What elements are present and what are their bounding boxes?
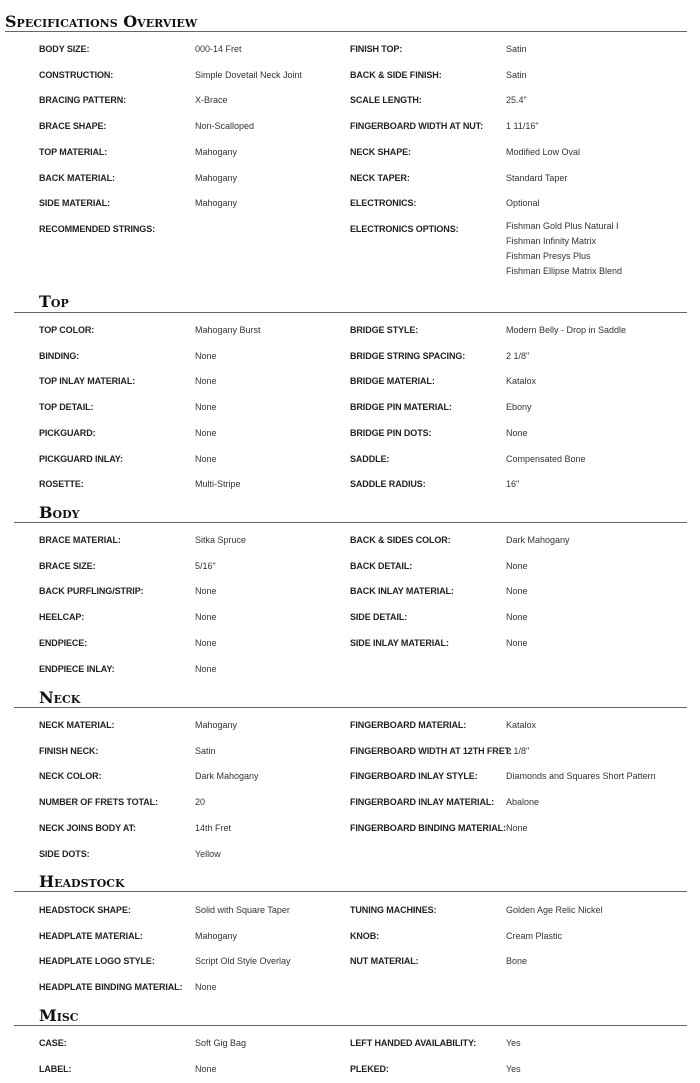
spec-value: None — [195, 612, 217, 623]
spec-label: BACK DETAIL: — [350, 560, 413, 571]
spec-value: Yes — [506, 1063, 521, 1074]
spec-label: BODY SIZE: — [39, 44, 90, 54]
spec-label: HEELCAP: — [39, 612, 85, 623]
spec-label: NUMBER OF FRETS TOTAL: — [39, 797, 158, 808]
spec-row — [0, 745, 700, 765]
spec-label: BRIDGE PIN DOTS: — [350, 427, 432, 438]
spec-value: Modified Low Oval — [506, 146, 581, 157]
spec-value: Satin — [195, 745, 216, 756]
spec-row — [0, 663, 700, 683]
spec-row — [0, 1063, 700, 1083]
spec-row — [0, 719, 700, 739]
spec-value: Mahogany Burst — [195, 325, 261, 335]
spec-value: 14th Fret — [195, 822, 232, 833]
spec-label: BACK MATERIAL: — [39, 172, 115, 183]
spec-value: None — [195, 637, 217, 648]
spec-value: Yellow — [195, 848, 221, 859]
spec-label: NUT MATERIAL: — [350, 956, 419, 967]
spec-label: BRACE SIZE: — [39, 560, 96, 571]
spec-label: FINGERBOARD WIDTH AT NUT: — [350, 121, 483, 132]
spec-label: ELECTRONICS OPTIONS: — [350, 223, 459, 234]
spec-value: None — [506, 612, 528, 623]
spec-label: SADDLE: — [350, 453, 390, 464]
spec-value-option: Fishman Presys Plus — [506, 251, 591, 262]
spec-row — [0, 172, 700, 192]
spec-row — [0, 637, 700, 657]
spec-value: Sitka Spruce — [195, 535, 247, 545]
spec-value: 16" — [506, 479, 520, 490]
spec-row — [0, 220, 700, 277]
spec-value: Standard Taper — [506, 172, 568, 183]
spec-label: FINISH TOP: — [350, 44, 403, 54]
spec-value: X-Brace — [195, 95, 228, 106]
spec-row — [0, 197, 700, 217]
spec-row — [0, 955, 700, 975]
spec-row — [0, 611, 700, 631]
spec-label: BINDING: — [39, 350, 80, 361]
spec-label: SCALE LENGTH: — [350, 95, 422, 106]
spec-value: None — [195, 1063, 217, 1074]
spec-row — [0, 534, 700, 554]
spec-label: BACK & SIDES COLOR: — [350, 535, 451, 545]
spec-label: NECK TAPER: — [350, 172, 410, 183]
spec-value: 2 1/8" — [506, 350, 530, 361]
spec-row — [0, 904, 700, 924]
spec-value: Satin — [506, 44, 527, 54]
spec-value: Katalox — [506, 720, 537, 730]
section-divider — [5, 31, 687, 32]
section-divider — [14, 312, 687, 313]
spec-value: Mahogany — [195, 930, 238, 941]
spec-label: CONSTRUCTION: — [39, 69, 114, 80]
spec-value: Ebony — [506, 402, 532, 413]
spec-label: PLEKED: — [350, 1063, 389, 1074]
spec-row — [0, 43, 700, 63]
spec-value: 2 1/8" — [506, 745, 530, 756]
spec-row — [0, 848, 700, 868]
spec-value: 000-14 Fret — [195, 44, 242, 54]
spec-label: BRACING PATTERN: — [39, 95, 127, 106]
spec-value: 1 11/16" — [506, 121, 539, 132]
spec-label: FINGERBOARD MATERIAL: — [350, 720, 467, 730]
spec-label: HEADPLATE MATERIAL: — [39, 930, 143, 941]
spec-label: BACK & SIDE FINISH: — [350, 69, 442, 80]
spec-value: Dark Mahogany — [506, 535, 570, 545]
spec-label: FINGERBOARD BINDING MATERIAL: — [350, 822, 506, 833]
spec-value: Satin — [506, 69, 527, 80]
spec-label: TOP COLOR: — [39, 325, 95, 335]
spec-row — [0, 930, 700, 950]
section-divider — [14, 522, 687, 523]
spec-label: LABEL: — [39, 1063, 72, 1074]
spec-label: TOP MATERIAL: — [39, 146, 108, 157]
spec-value: Optional — [506, 198, 540, 209]
spec-label: BRIDGE MATERIAL: — [350, 376, 435, 387]
section-divider — [14, 891, 687, 892]
spec-value-option: Fishman Ellipse Matrix Blend — [506, 266, 623, 277]
spec-label: FINGERBOARD WIDTH AT 12TH FRET: — [350, 745, 512, 756]
spec-value: Yes — [506, 1038, 521, 1048]
spec-value: Script Old Style Overlay — [195, 956, 291, 967]
section-title-neck: Neck — [39, 688, 81, 707]
spec-value: Golden Age Relic Nickel — [506, 905, 603, 915]
spec-label: TOP INLAY MATERIAL: — [39, 376, 136, 387]
spec-label: RECOMMENDED STRINGS: — [39, 223, 156, 234]
section-title-specifications-overview: Specifications Overview — [5, 12, 198, 31]
spec-value: None — [506, 586, 528, 597]
spec-value: Bone — [506, 956, 528, 967]
spec-row — [0, 401, 700, 421]
spec-label: NECK MATERIAL: — [39, 720, 115, 730]
spec-value: Cream Plastic — [506, 930, 563, 941]
spec-row — [0, 770, 700, 790]
spec-label: FINGERBOARD INLAY MATERIAL: — [350, 797, 495, 808]
spec-label: HEADSTOCK SHAPE: — [39, 905, 131, 915]
spec-value: 5/16" — [195, 560, 216, 571]
spec-label: ROSETTE: — [39, 479, 84, 490]
spec-value: None — [195, 453, 217, 464]
spec-label: ENDPIECE INLAY: — [39, 663, 115, 674]
spec-label: LEFT HANDED AVAILABILITY: — [350, 1038, 477, 1048]
spec-value: None — [195, 427, 217, 438]
spec-row — [0, 796, 700, 816]
spec-label: SIDE DETAIL: — [350, 612, 408, 623]
spec-value: Mahogany — [195, 172, 238, 183]
spec-label: BRACE SHAPE: — [39, 121, 107, 132]
spec-label: HEADPLATE BINDING MATERIAL: — [39, 982, 183, 993]
spec-value: None — [506, 427, 528, 438]
spec-value: Compensated Bone — [506, 453, 586, 464]
spec-value: None — [195, 376, 217, 387]
spec-value: None — [195, 982, 217, 993]
spec-row — [0, 453, 700, 473]
spec-label: BRIDGE STYLE: — [350, 325, 419, 335]
spec-value-option: Fishman Gold Plus Natural I — [506, 220, 619, 231]
spec-row — [0, 427, 700, 447]
spec-value: None — [195, 350, 217, 361]
spec-label: CASE: — [39, 1038, 67, 1048]
spec-label: FINGERBOARD INLAY STYLE: — [350, 771, 478, 782]
spec-label: NECK SHAPE: — [350, 146, 411, 157]
section-divider — [14, 707, 687, 708]
spec-row — [0, 69, 700, 89]
spec-label: KNOB: — [350, 930, 379, 941]
spec-row — [0, 560, 700, 580]
spec-value: Multi-Stripe — [195, 479, 241, 490]
spec-label: ELECTRONICS: — [350, 198, 417, 209]
spec-label: BRACE MATERIAL: — [39, 535, 121, 545]
spec-value-option: Fishman Infinity Matrix — [506, 236, 597, 247]
spec-value: Simple Dovetail Neck Joint — [195, 69, 303, 80]
spec-value: Mahogany — [195, 146, 238, 157]
section-title-headstock: Headstock — [39, 872, 125, 891]
spec-label: SIDE INLAY MATERIAL: — [350, 637, 449, 648]
spec-label: SIDE DOTS: — [39, 848, 90, 859]
spec-value: None — [195, 586, 217, 597]
spec-value: Diamonds and Squares Short Pattern — [506, 771, 656, 782]
spec-value: 20 — [195, 797, 206, 808]
section-title-misc: Misc — [39, 1006, 79, 1025]
spec-label: BRIDGE PIN MATERIAL: — [350, 402, 452, 413]
spec-value: None — [506, 822, 528, 833]
spec-value: None — [506, 560, 528, 571]
spec-value: Abalone — [506, 797, 540, 808]
spec-row — [0, 324, 700, 344]
spec-row — [0, 1037, 700, 1057]
spec-row — [0, 981, 700, 1001]
spec-label: TUNING MACHINES: — [350, 905, 437, 915]
spec-label: ENDPIECE: — [39, 637, 88, 648]
section-title-top: Top — [39, 292, 69, 311]
spec-label: PICKGUARD INLAY: — [39, 453, 123, 464]
spec-value: Non-Scalloped — [195, 121, 255, 132]
spec-row — [0, 585, 700, 605]
spec-value: 25.4" — [506, 95, 527, 106]
spec-value: Dark Mahogany — [195, 771, 259, 782]
spec-label: SIDE MATERIAL: — [39, 198, 110, 209]
spec-row — [0, 375, 700, 395]
spec-row — [0, 120, 700, 140]
spec-row — [0, 146, 700, 166]
spec-value: None — [195, 663, 217, 674]
spec-value: None — [506, 637, 528, 648]
spec-label: PICKGUARD: — [39, 427, 96, 438]
spec-value: Mahogany — [195, 198, 238, 209]
section-title-body: Body — [39, 503, 80, 522]
spec-row — [0, 350, 700, 370]
spec-label: NECK JOINS BODY AT: — [39, 822, 136, 833]
spec-row — [0, 94, 700, 114]
spec-value: Solid with Square Taper — [195, 905, 290, 915]
spec-label: SADDLE RADIUS: — [350, 479, 426, 490]
spec-value: None — [195, 402, 217, 413]
spec-value: Mahogany — [195, 720, 238, 730]
spec-label: HEADPLATE LOGO STYLE: — [39, 956, 155, 967]
spec-row — [0, 822, 700, 842]
spec-label: NECK COLOR: — [39, 771, 102, 782]
spec-value: Soft Gig Bag — [195, 1038, 247, 1048]
spec-label: BACK INLAY MATERIAL: — [350, 586, 454, 597]
spec-label: TOP DETAIL: — [39, 402, 94, 413]
spec-label: BACK PURFLING/STRIP: — [39, 586, 144, 597]
spec-row — [0, 478, 700, 498]
spec-value: Katalox — [506, 376, 537, 387]
section-divider — [14, 1025, 687, 1026]
spec-value: Modern Belly - Drop in Saddle — [506, 325, 627, 335]
spec-label: BRIDGE STRING SPACING: — [350, 350, 466, 361]
spec-label: FINISH NECK: — [39, 745, 99, 756]
